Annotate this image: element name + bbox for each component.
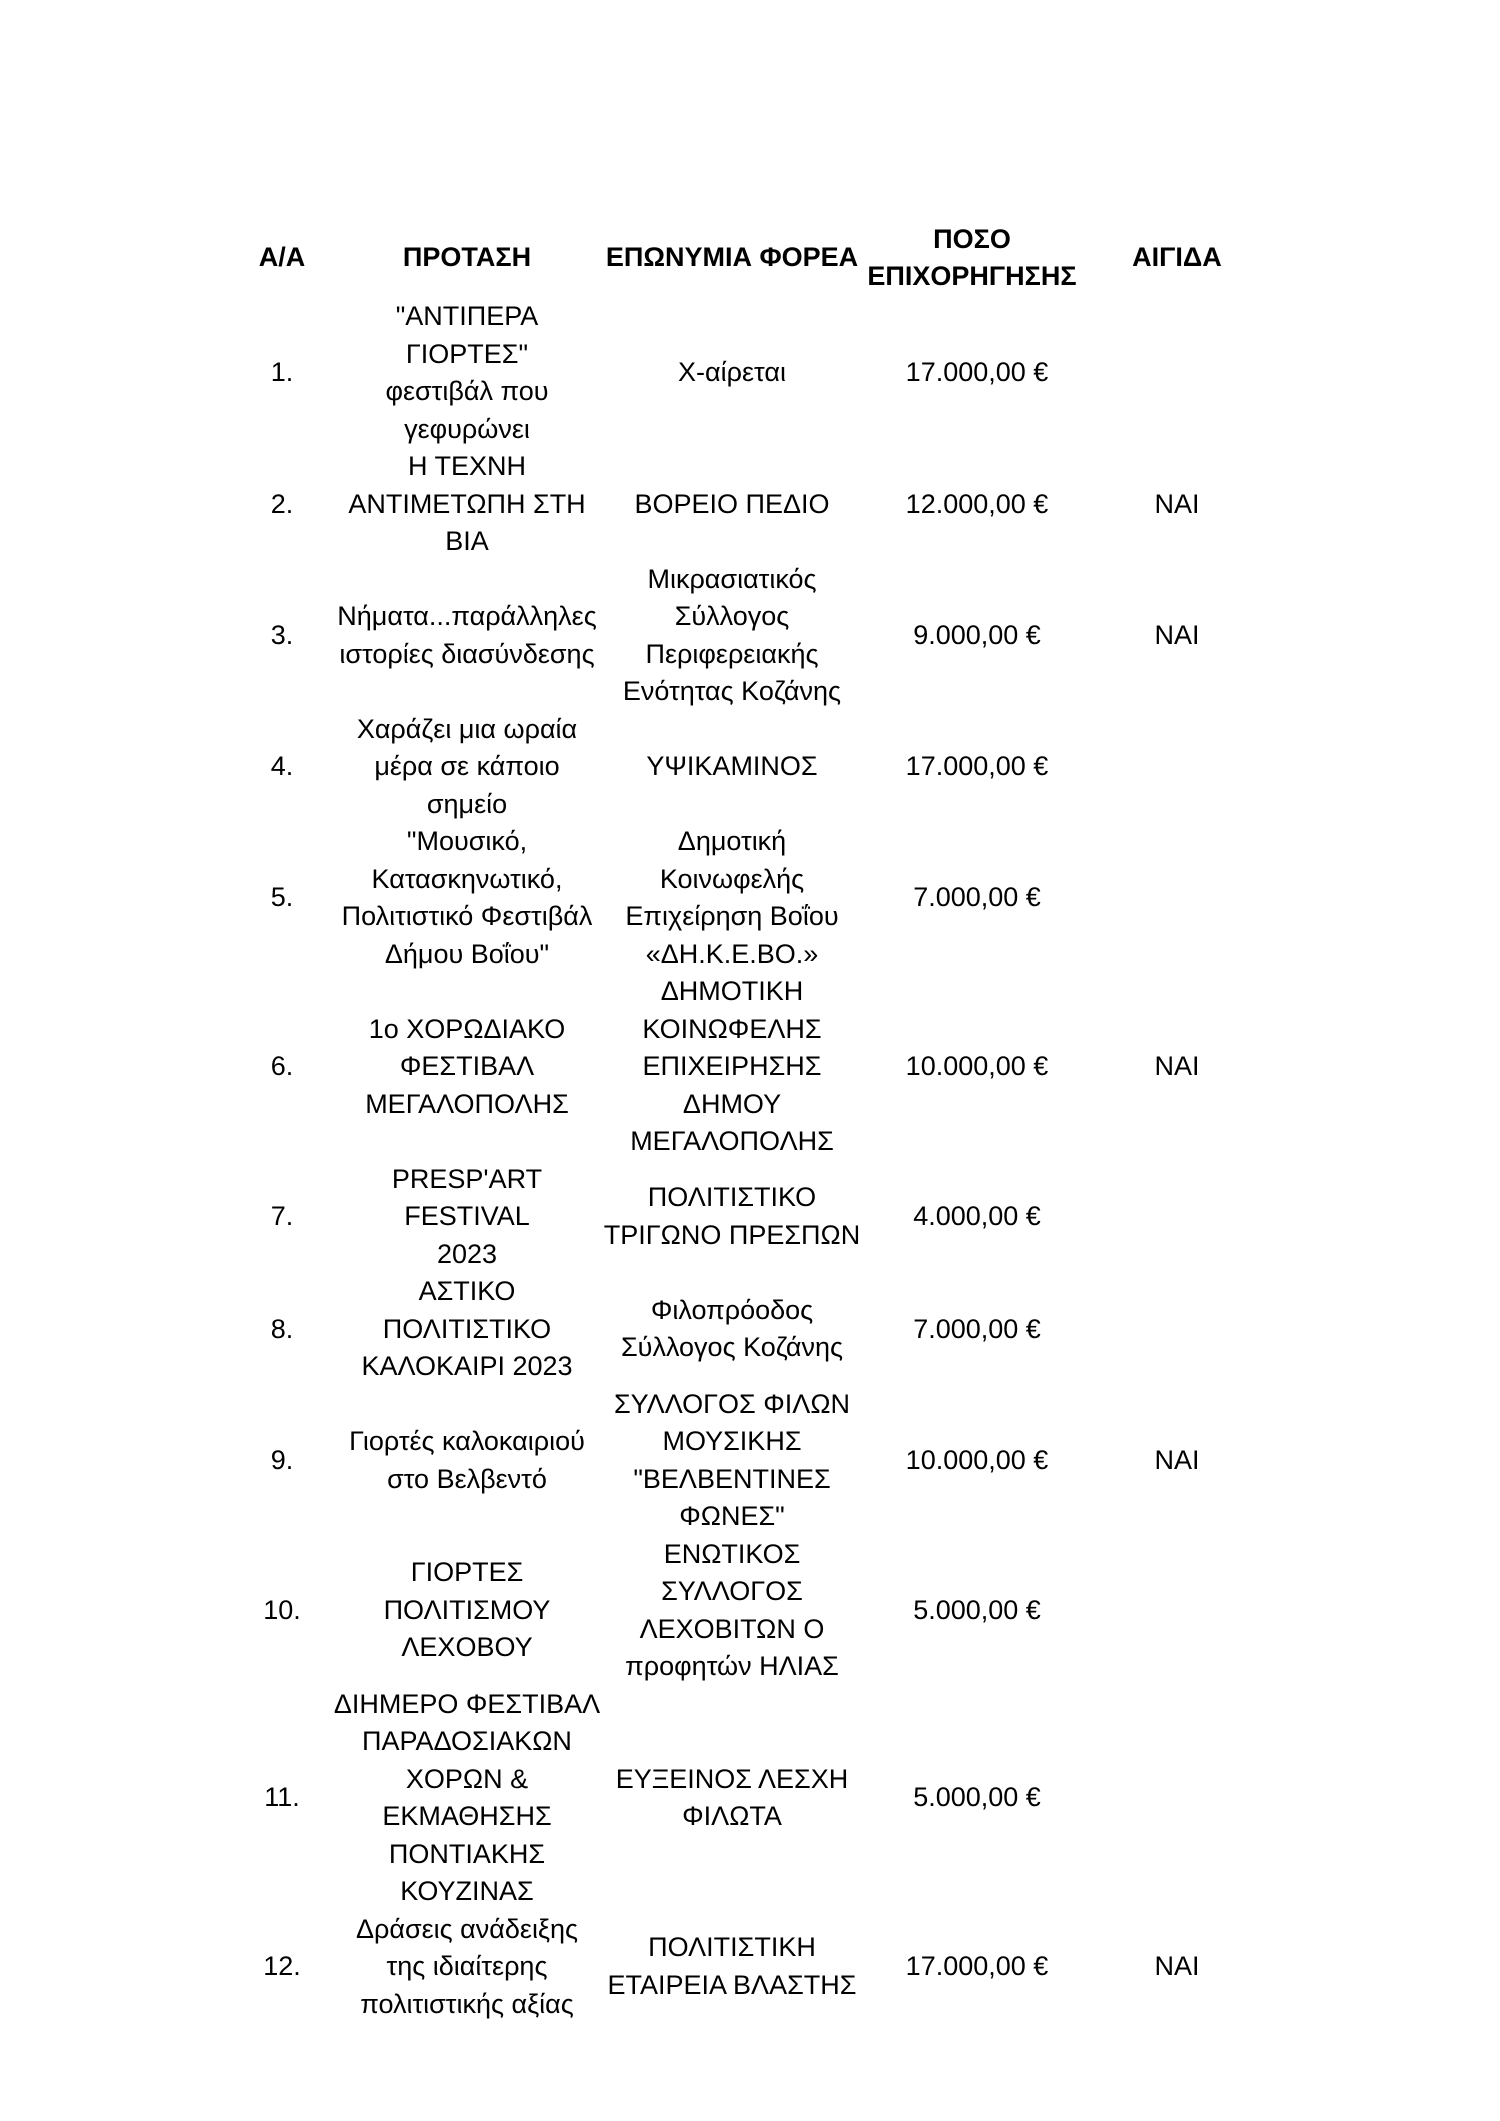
cell-aa: 7.: [270, 1201, 294, 1231]
cell-proposal: "ΑΝΤΙΠΕΡΑ ΓΙΟΡΤΕΣ" φεστιβάλ που γεφυρώνει: [385, 301, 549, 444]
cell-proposal: "Μουσικό, Κατασκηνωτικό, Πολιτιστικό Φεστιβάλ Δήμου Βοΐου": [341, 826, 593, 969]
table-header: [232, 218, 1272, 298]
cell-amount: 10.000,00 €: [905, 1051, 1049, 1081]
table-row: [232, 973, 1272, 1161]
cell-aigida: [1082, 823, 1272, 973]
cell-organization: ΠΟΛΙΤΙΣΤΙΚΟ ΤΡΙΓΩΝΟ ΠΡΕΣΠΩΝ: [603, 1182, 861, 1250]
cell-aa: 2.: [270, 488, 294, 519]
cell-amount: 7.000,00 €: [913, 882, 1041, 913]
cell-aa: 6.: [270, 1051, 294, 1081]
table-row: [232, 298, 1272, 448]
cell-proposal: Νήματα...παράλληλες ιστορίες διασύνδεσης: [337, 601, 597, 669]
header-proposal: ΠΡΟΤΑΣΗ: [402, 242, 532, 273]
table-row: [232, 1273, 1272, 1386]
cell-aa: 5.: [270, 882, 294, 913]
cell-aigida: [1082, 711, 1272, 824]
table-row: [232, 1386, 1272, 1536]
cell-proposal: 1ο ΧΟΡΩΔΙΑΚΟ ΦΕΣΤΙΒΑΛ ΜΕΓΑΛΟΠΟΛΗΣ: [365, 1013, 569, 1119]
cell-proposal: Η ΤΕΧΝΗ ΑΝΤΙΜΕΤΩΠΗ ΣΤΗ ΒΙΑ: [348, 451, 586, 556]
table-row: [232, 1161, 1272, 1274]
table-row: [232, 823, 1272, 973]
cell-proposal: PRESP'ART FESTIVAL 2023: [391, 1163, 543, 1269]
cell-proposal: Χαράζει μια ωραία μέρα σε κάποιο σημείο: [356, 713, 578, 819]
header-row: [232, 218, 1272, 298]
cell-aigida: [1082, 1161, 1272, 1274]
cell-amount: 4.000,00 €: [913, 1201, 1041, 1231]
cell-aa: 11.: [264, 1782, 300, 1813]
cell-organization: ΕΝΩΤΙΚΟΣ ΣΥΛΛΟΓΟΣ ΛΕΧΟΒΙΤΩΝ Ο προφητών ΗΛΙΑΣ: [625, 1538, 839, 1681]
cell-proposal: ΓΙΟΡΤΕΣ ΠΟΛΙΤΙΣΜΟΥ ΛΕΧΟΒΟΥ: [383, 1557, 551, 1663]
cell-aa: 4.: [270, 751, 294, 781]
cell-aigida: ΝΑΙ: [1154, 488, 1200, 519]
header-aigida: ΑΙΓΙΔΑ: [1132, 242, 1222, 273]
cell-aigida: [1082, 298, 1272, 448]
cell-amount: 17.000,00 €: [905, 357, 1049, 388]
grants-table: [232, 218, 1272, 2023]
cell-aa: 9.: [270, 1444, 294, 1475]
cell-aa: 1.: [270, 357, 294, 388]
cell-aa: 10.: [263, 1594, 301, 1625]
cell-aa: 8.: [270, 1313, 294, 1344]
cell-organization: ΣΥΛΛΟΓΟΣ ΦΙΛΩΝ ΜΟΥΣΙΚΗΣ "ΒΕΛΒΕΝΤΙΝΕΣ ΦΩΝΕΣ": [613, 1388, 851, 1531]
table-row: [232, 1911, 1272, 2024]
cell-proposal: ΑΣΤΙΚΟ ΠΟΛΙΤΙΣΤΙΚΟ ΚΑΛΟΚΑΙΡΙ 2023: [361, 1276, 573, 1381]
cell-organization: ΒΟΡΕΙΟ ΠΕΔΙΟ: [634, 488, 830, 519]
cell-amount: 5.000,00 €: [913, 1594, 1041, 1625]
cell-aigida: ΝΑΙ: [1154, 1444, 1200, 1475]
cell-organization: ΥΨΙΚΑΜΙΝΟΣ: [646, 751, 818, 781]
cell-aigida: [1082, 1536, 1272, 1686]
table-row: [232, 1536, 1272, 1686]
cell-proposal: ΔΙΗΜΕΡΟ ΦΕΣΤΙΒΑΛ ΠΑΡΑΔΟΣΙΑΚΩΝ ΧΟΡΩΝ & ΕΚΜΑΘΗΣΗΣ ΠΟΝΤΙΑΚΗΣ ΚΟΥΖΙΝΑΣ: [333, 1688, 601, 1906]
cell-organization: ΠΟΛΙΤΙΣΤΙΚΗ ΕΤΑΙΡΕΙΑ ΒΛΑΣΤΗΣ: [607, 1932, 857, 2000]
cell-aa: 12.: [263, 1951, 301, 1981]
cell-aa: 3.: [270, 619, 294, 650]
cell-amount: 12.000,00 €: [905, 488, 1049, 519]
cell-aigida: ΝΑΙ: [1154, 1051, 1200, 1081]
table-row: [232, 448, 1272, 561]
cell-amount: 7.000,00 €: [913, 1313, 1041, 1344]
cell-aigida: ΝΑΙ: [1154, 1951, 1200, 1981]
cell-amount: 17.000,00 €: [905, 751, 1049, 781]
cell-organization: ΔΗΜΟΤΙΚΗ ΚΟΙΝΩΦΕΛΗΣ ΕΠΙΧΕΙΡΗΣΗΣ ΔΗΜΟΥ ΜΕΓΑΛΟΠΟΛΗΣ: [630, 976, 834, 1156]
cell-aigida: ΝΑΙ: [1154, 619, 1200, 650]
cell-amount: 9.000,00 €: [913, 619, 1041, 650]
cell-amount: 10.000,00 €: [905, 1444, 1049, 1475]
cell-organization: Χ-αίρεται: [678, 357, 786, 388]
table-body: [232, 298, 1272, 2023]
header-amount: ΠΟΣΟ ΕΠΙΧΟΡΗΓΗΣΗΣ: [867, 223, 1077, 291]
cell-amount: 5.000,00 €: [913, 1782, 1041, 1813]
cell-organization: Φιλοπρόοδος Σύλλογος Κοζάνης: [620, 1294, 844, 1363]
cell-organization: Μικρασιατικός Σύλλογος Περιφερειακής Ενότητας Κοζάνης: [622, 563, 842, 706]
cell-proposal: Γιορτές καλοκαιριού στο Βελβεντό: [349, 1426, 585, 1494]
table-row: [232, 711, 1272, 824]
table-row: [232, 561, 1272, 711]
table-row: [232, 1686, 1272, 1911]
header-aa: Α/Α: [258, 242, 306, 273]
header-organization: ΕΠΩΝΥΜΙΑ ΦΟΡΕΑ: [605, 242, 859, 273]
cell-aigida: [1082, 1686, 1272, 1911]
cell-organization: Δημοτική Κοινωφελής Επιχείρηση Βοΐου «ΔΗ.Κ.Ε.ΒΟ.»: [625, 826, 839, 969]
cell-amount: 17.000,00 €: [905, 1951, 1049, 1981]
cell-organization: ΕΥΞΕΙΝΟΣ ΛΕΣΧΗ ΦΙΛΩΤΑ: [615, 1763, 849, 1831]
cell-aigida: [1082, 1273, 1272, 1386]
cell-proposal: Δράσεις ανάδειξης της ιδιαίτερης πολιτιστικής αξίας: [355, 1913, 579, 2019]
